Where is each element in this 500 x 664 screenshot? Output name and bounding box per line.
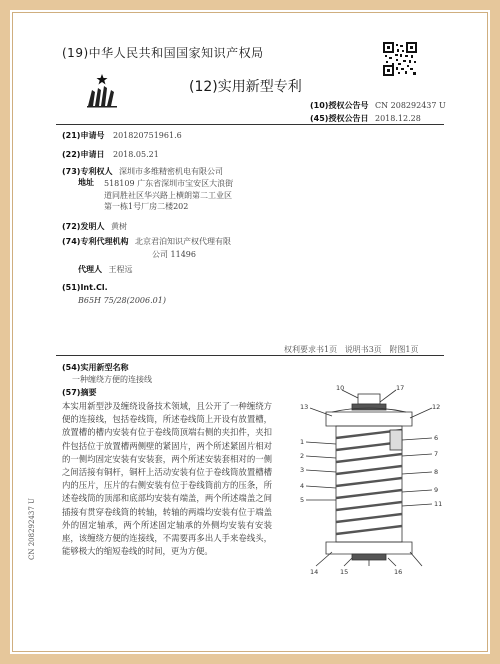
drawing-label: 8 [434,468,439,476]
drawing-handle [358,394,380,404]
intcl-label: (51)Int.Cl. [62,283,108,292]
drawing-bottom-end-cover [326,542,412,554]
agency-row [62,236,231,248]
drawing-label: 12 [432,403,441,411]
drawing-label: 10 [336,384,345,392]
drawing-label: 6 [434,434,439,442]
drawing-label: 2 [300,452,305,460]
address-line: 道同胜社区华兴路上横朗第二工业区 [104,190,232,200]
agency-label: (74)专利代理机构 [62,237,129,246]
application-number-label: (21)申请号 [62,131,105,140]
title-row [62,362,128,374]
grant-number-value: CN 208292437 U [375,101,446,110]
title-label: (54)实用新型名称 [62,363,129,372]
agency-value-line-2: 公司 11496 [152,250,196,259]
drawing-label: 5 [300,496,305,504]
grant-number-row [310,100,446,111]
abstract-label: (57)摘要 [62,388,97,397]
drawing-label: 11 [434,500,443,508]
abstract-text: 本实用新型涉及缠绕设备技术领域，且公开了一种缠绕方便的连接线，包括卷线筒，所述卷线筒上开设有放置槽，放置槽的槽内安装有位于卷线筒顶端右侧的夹扣件，夹扣件包括位于放置槽两侧壁的紧固片，两个所述紧固片相对的一侧均固定安装有安装套，两个所述安装套相对的一侧之间活接有铜杆，铜杆上活动安装有位于卷线筒放置槽槽内的压片，压片的右侧安装有位于卷线筒前方的压条，所述卷线筒的顶部和底部均安装有端盖，两个所述端盖之间插接有贯穿卷线筒的转轴，转轴的两端均安装有位于端盖外的固定轴承，两个所述固定轴承的外侧均安装有安装座，该缠绕方便的连接线，不需要再多出人手来卷线头，能够极大的缩短卷线的时间，更为方便。 [62,401,272,557]
agency-value-line-1: 北京君泊知识产权代理有限 [135,237,231,246]
header-divider [56,124,444,125]
patentee-value: 深圳市多维精密机电有限公司 [119,167,223,176]
office-title: (19)中华人民共和国国家知识产权局 [62,46,264,60]
application-number-row [62,130,182,142]
application-date-value: 2018.05.21 [113,150,159,159]
side-patent-code: CN 208292437 U [28,498,36,560]
grant-date-label: (45)授权公告日 [310,114,369,123]
drawing-label: 16 [394,568,403,576]
application-date-label: (22)申请日 [62,150,105,159]
drawing-top-cap [352,404,386,410]
address-line: 第一栋1号厂房二楼202 [104,202,189,211]
grant-date-row [310,113,421,124]
drawing-top-end-cover [326,412,412,426]
cnipa-emblem-icon [86,72,118,108]
inventor-label: (72)发明人 [62,222,105,231]
intcl-value: B65H 75/28(2006.01) [78,296,166,305]
summary-divider [56,355,444,356]
utility-model-title: 一种缠绕方便的连接线 [72,375,152,384]
drawing-label: 1 [300,438,305,446]
qr-code-icon [383,42,417,76]
abstract-row [62,387,96,399]
drawing-label: 4 [300,482,305,490]
patent-drawing [292,382,444,578]
grant-number-label: (10)授权公告号 [310,101,369,110]
drawing-label: 9 [434,486,439,494]
agent-row [78,264,133,276]
address-line: 518109 广东省深圳市宝安区大浪街 [104,179,234,188]
address-block [104,178,233,213]
drawing-label: 13 [300,403,309,411]
application-date-row [62,149,159,161]
inventor-row [62,221,127,233]
drawing-label: 3 [300,466,305,474]
address-row [78,177,94,189]
patentee-label: (73)专利权人 [62,167,113,176]
drawing-clip [390,430,402,450]
address-label: 地址 [78,178,94,187]
agent-value: 王程远 [108,265,133,274]
grant-date-value: 2018.12.28 [375,114,421,123]
drawing-label: 17 [396,384,405,392]
drawing-label: 15 [340,568,349,576]
intcl-row [62,282,108,294]
inventor-value: 黄树 [111,222,127,231]
patent-type-title: (12)实用新型专利 [189,79,302,95]
agent-label: 代理人 [78,265,102,274]
page-summary: 权利要求书1页 说明书3页 附图1页 [284,345,419,354]
drawing-label: 14 [310,568,319,576]
drawing-label: 7 [434,450,439,458]
application-number-value: 201820751961.6 [113,131,182,140]
